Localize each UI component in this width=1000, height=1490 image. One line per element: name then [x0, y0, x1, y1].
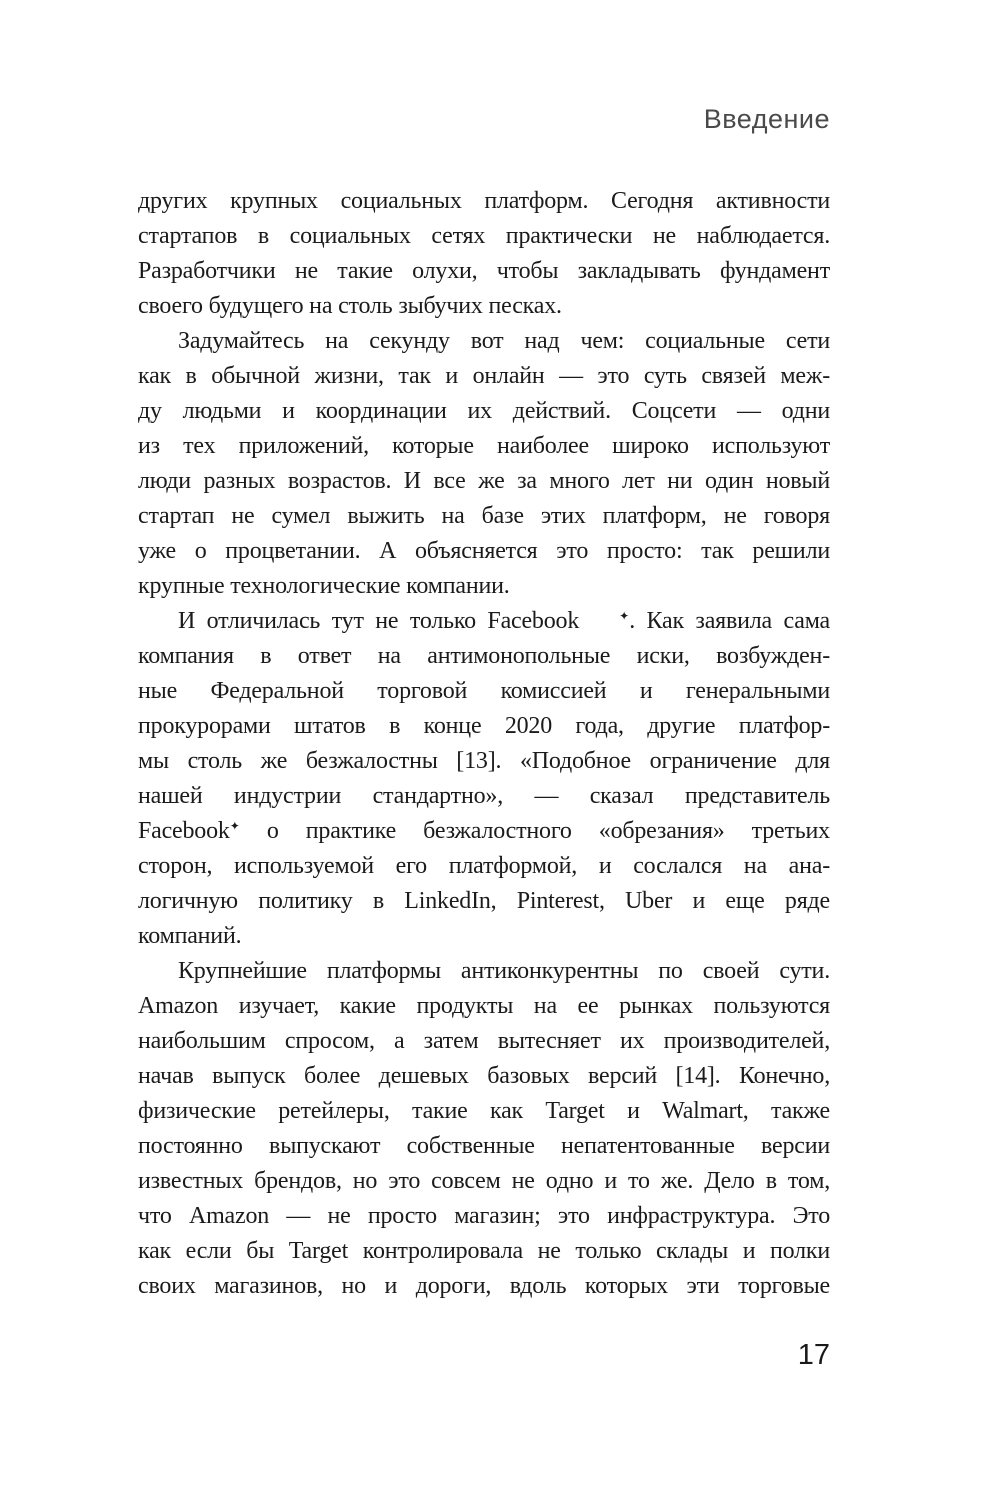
text-line: люди разных возрастов. И все же за много лет ни один новый	[138, 468, 830, 494]
text-line: других крупных социальных платформ. Сегодня активности	[138, 188, 830, 214]
text-line: начав выпуск более дешевых базовых версий [14]. Конечно,	[138, 1063, 830, 1089]
text-line: известных брендов, но это совсем не одно и то же. Дело в том,	[138, 1168, 830, 1194]
text-line: уже о процветании. А объясняется это просто: так решили	[138, 538, 830, 564]
text-line: из тех приложений, которые наиболее широко используют	[138, 433, 830, 459]
text-line: сторон, используемой его платформой, и сослался на ана-	[138, 853, 830, 879]
text-line: Крупнейшие платформы антиконкурентны по своей сути.	[178, 958, 830, 984]
text-line: прокурорами штатов в конце 2020 года, другие платфор-	[138, 713, 830, 739]
text-line: своего будущего на столь зыбучих песках.	[138, 293, 562, 319]
text-line: постоянно выпускают собственные непатентованные версии	[138, 1133, 830, 1159]
text-line: нашей индустрии стандартно», — сказал представитель	[138, 783, 830, 809]
page-number: 17	[797, 1339, 830, 1371]
text-line: Разработчики не такие олухи, чтобы закладывать фундамент	[138, 258, 830, 284]
text-line: логичную политику в LinkedIn, Pinterest, Uber и еще ряде	[138, 888, 830, 914]
text-line: компания в ответ на антимонопольные иски, возбужден-	[138, 643, 830, 669]
text-line: стартапов в социальных сетях практически не наблюдается.	[138, 223, 830, 249]
text-line: ные Федеральной торговой комиссией и генеральными	[138, 678, 830, 704]
text-line: своих магазинов, но и дороги, вдоль которых эти торговые	[138, 1273, 830, 1299]
text-line: Задумайтесь на секунду вот над чем: социальные сети	[178, 328, 830, 354]
text-line: Amazon изучает, какие продукты на ее рынках пользуются	[138, 993, 830, 1019]
text-line: компаний.	[138, 923, 242, 949]
text-line: мы столь же безжалостны [13]. «Подобное ограничение для	[138, 748, 830, 774]
running-header: Введение	[703, 104, 830, 134]
text-column	[138, 0, 830, 1490]
text-line: Facebook✦ о практике безжалостного «обрезания» третьих	[138, 818, 830, 844]
text-line: стартап не сумел выжить на базе этих платформ, не говоря	[138, 503, 830, 529]
text-line: крупные технологические компании.	[138, 573, 510, 599]
text-line: И отличилась тут не только Facebook ✦. Как заявила сама	[178, 608, 830, 634]
text-line: как в обычной жизни, так и онлайн — это суть связей меж-	[138, 363, 830, 389]
text-line: наибольшим спросом, а затем вытесняет их производителей,	[138, 1028, 830, 1054]
text-line: ду людьми и координации их действий. Соцсети — одни	[138, 398, 830, 424]
text-line: как если бы Target контролировала не только склады и полки	[138, 1238, 830, 1264]
text-line: что Amazon — не просто магазин; это инфраструктура. Это	[138, 1203, 830, 1229]
page-body	[138, 184, 830, 1304]
text-line: физические ретейлеры, такие как Target и Walmart, также	[138, 1098, 830, 1124]
